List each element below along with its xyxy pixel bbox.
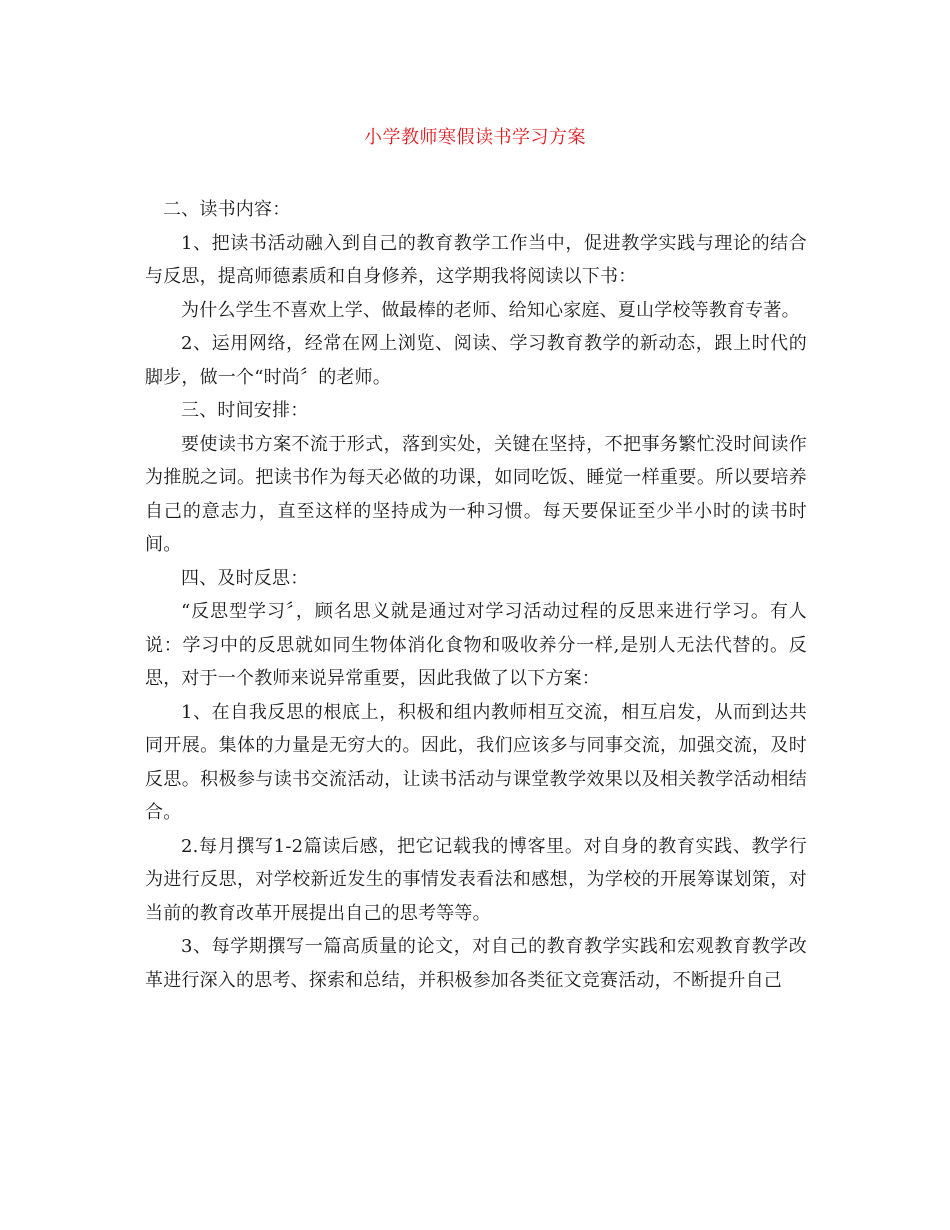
paragraph: 要使读书方案不流于形式，落到实处，关键在坚持，不把事务繁忙没时间读作为推脱之词。把读书作为每天必做的功课，如同吃饭、睡觉一样重要。所以要培养自己的意志力，直至这样的坚持成为一种习惯。每天要保证至少半小时的读书时间。 [145,433,807,555]
section-heading: 二、读书内容： [163,199,291,220]
section-heading: 三、时间安排： [181,400,309,421]
paragraph: 为什么学生不喜欢上学、做最棒的老师、给知心家庭、夏山学校等教育专著。 [181,299,800,321]
document-body [145,193,807,997]
section-heading: 四、及时反思： [181,567,309,589]
paragraph: 1、在自我反思的根底上，积极和组内教师相互交流，相互启发，从而到达共同开展。集体的力量是无穷大的。因此，我们应该多与同事交流，加强交流，及时反思。积极参与读书交流活动，让读书活动与课堂教学效果以及相关教学活动相结合。 [145,701,807,823]
paragraph: 3、每学期撰写一篇高质量的论文，对自己的教育教学实践和宏观教育教学改革进行深入的思考、探索和总结，并积极参加各类征文竞赛活动，不断提升自己 [145,936,807,991]
paragraph: 1、把读书活动融入到自己的教育教学工作当中，促进教学实践与理论的结合与反思，提高师德素质和自身修养，这学期我将阅读以下书： [145,232,807,287]
document-title: 小学教师寒假读书学习方案 [364,127,586,148]
paragraph: 2.每月撰写1-2篇读后感，把它记载我的博客里。对自身的教育实践、教学行为进行反思，对学校新近发生的事情发表看法和感想，为学校的开展筹谋划策，对当前的教育改革开展提出自己的思考等等。 [145,835,807,924]
paragraph: 2、运用网络，经常在网上浏览、阅读、学习教育教学的新动态，跟上时代的脚步，做一个“时尚〞的老师。 [145,333,807,388]
paragraph: “反思型学习〞，顾名思义就是通过对学习活动过程的反思来进行学习。有人说：学习中的反思就如同生物体消化食物和吸收养分一样,是别人无法代替的。反思，对于一个教师来说异常重要，因此我做了以下方案： [145,601,807,689]
